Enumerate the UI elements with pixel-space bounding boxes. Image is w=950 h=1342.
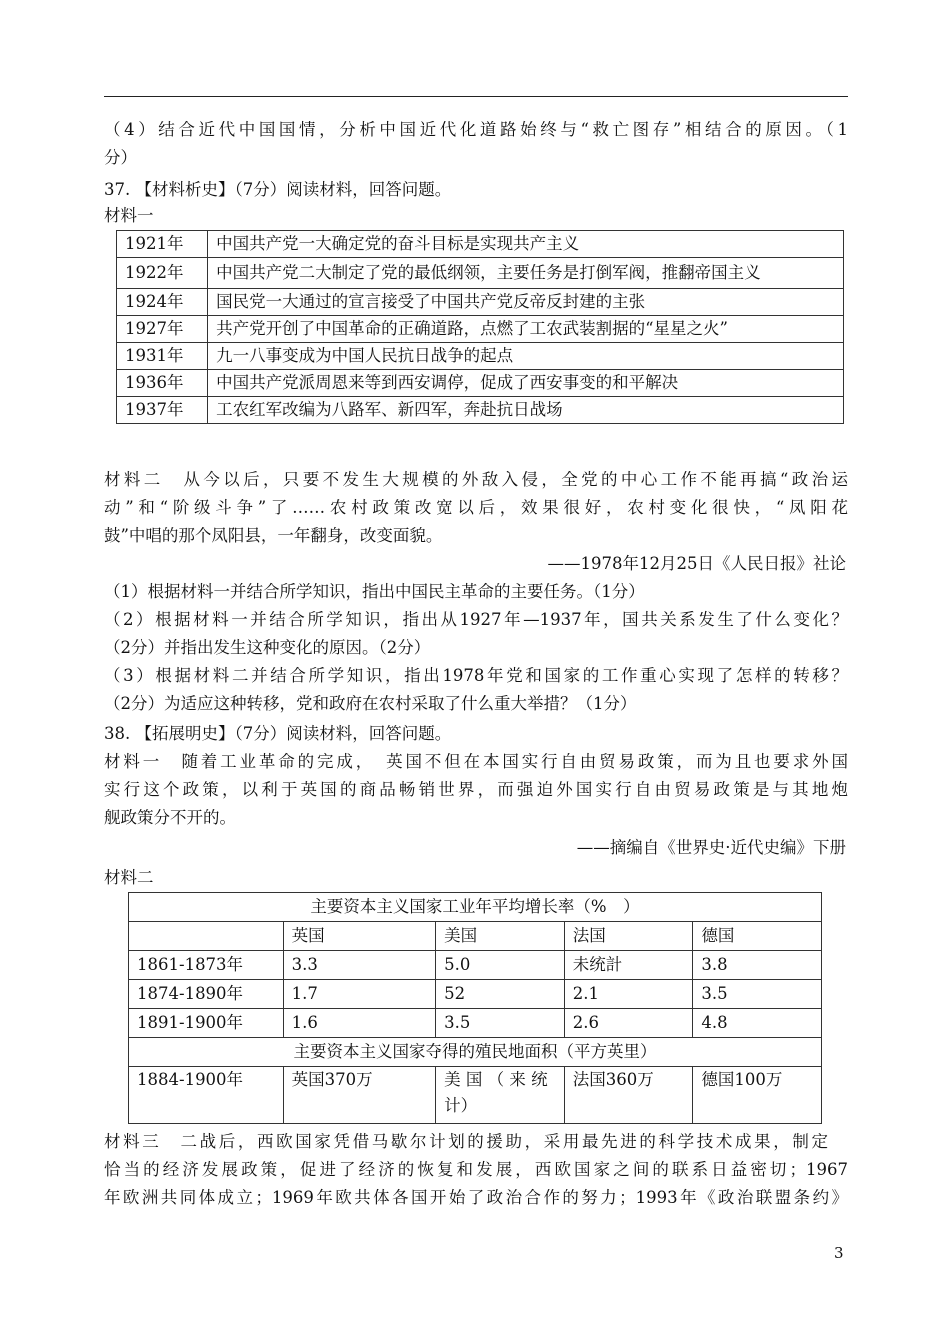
q36-part4-line2: 分） <box>104 148 137 167</box>
value-cell: 3.5 <box>693 980 822 1009</box>
q37-question2-line1: （2）根据材料一并结合所学知识，指出从1927年—1937年，国共关系发生了什么变化？ <box>104 610 848 629</box>
q37-material2-line1: 材料二 从今以后，只要不发生大规模的外敌入侵，全党的中心工作不能再搞“政治运 <box>104 470 848 489</box>
timeline-table <box>116 230 844 424</box>
q38-material1-line3: 舰政策分不开的。 <box>104 808 236 827</box>
q38-material3-line2: 恰当的经济发展政策，促进了经济的恢复和发展，西欧国家之间的联系日益密切；1967 <box>104 1160 848 1179</box>
event-cell: 九一八事变成为中国人民抗日战争的起点 <box>208 343 844 370</box>
q37-material2-source: ——1978年12月25日《人民日报》社论 <box>547 554 846 573</box>
value-cell: 4.8 <box>693 1009 822 1038</box>
event-cell: 中国共产党派周恩来等到西安调停，促成了西安事变的和平解决 <box>208 370 844 397</box>
value-cell: 法国360万 <box>564 1067 693 1124</box>
q37-question3-line1: （3）根据材料二并结合所学知识，指出1978年党和国家的工作重心实现了怎样的转移？ <box>104 666 848 685</box>
value-cell: 1.6 <box>283 1009 436 1038</box>
event-cell: 共产党开创了中国革命的正确道路，点燃了工农武装割据的“星星之火” <box>208 316 844 343</box>
table-row <box>117 258 844 289</box>
table-row <box>129 893 822 922</box>
year-cell: 1921年 <box>117 231 208 258</box>
year-cell: 1937年 <box>117 397 208 424</box>
table-row <box>117 289 844 316</box>
page-number: 3 <box>834 1244 844 1262</box>
value-cell: 3.8 <box>693 951 822 980</box>
table-row <box>117 231 844 258</box>
value-cell: 美 国 （ 来 统 计） <box>436 1067 565 1124</box>
table-row <box>129 951 822 980</box>
q38-material2-label: 材料二 <box>104 868 154 887</box>
table-row <box>117 397 844 424</box>
q38-heading: 38. 【拓展明史】（7分）阅读材料，回答问题。 <box>104 724 452 743</box>
year-cell: 1936年 <box>117 370 208 397</box>
table-row <box>117 316 844 343</box>
value-cell: 52 <box>436 980 565 1009</box>
table-row <box>129 980 822 1009</box>
year-cell: 1931年 <box>117 343 208 370</box>
header-cell: 法国 <box>564 922 693 951</box>
table-title-growth: 主要资本主义国家工业年平均增长率（% ） <box>129 893 822 922</box>
q37-question2-line2: （2分）并指出发生这种变化的原因。（2分） <box>104 638 431 657</box>
event-cell: 国民党一大通过的宣言接受了中国共产党反帝反封建的主张 <box>208 289 844 316</box>
q36-part4-line1: （4）结合近代中国国情，分析中国近代化道路始终与“救亡图存”相结合的原因。（1 <box>104 120 848 139</box>
value-cell: 3.5 <box>436 1009 565 1038</box>
year-cell: 1927年 <box>117 316 208 343</box>
period-cell: 1891-1900年 <box>129 1009 284 1038</box>
q38-material3-line1: 材料三 二战后，西欧国家凭借马歇尔计划的援助，采用最先进的科学技术成果，制定 <box>104 1132 828 1151</box>
industry-colony-table <box>128 892 822 1124</box>
q37-material2-line2: 动”和“阶级斗争”了……农村政策改宽以后，效果很好，农村变化很快，“凤阳花 <box>104 498 848 517</box>
value-cell: 英国370万 <box>283 1067 436 1124</box>
table-row <box>117 343 844 370</box>
table-row <box>129 1009 822 1038</box>
q37-heading: 37. 【材料析史】（7分）阅读材料，回答问题。 <box>104 180 452 199</box>
table-row <box>129 1038 822 1067</box>
q38-material3-line3: 年欧洲共同体成立；1969年欧共体各国开始了政治合作的努力；1993年《政治联盟条约》 <box>104 1188 848 1207</box>
table-title-colony: 主要资本主义国家夺得的殖民地面积（平方英里） <box>129 1038 822 1067</box>
q38-material1-line2: 实行这个政策，以利于英国的商品畅销世界，而强迫外国实行自由贸易政策是与其地炮 <box>104 780 848 799</box>
value-cell: 2.1 <box>564 980 693 1009</box>
q37-question1: （1）根据材料一并结合所学知识，指出中国民主革命的主要任务。（1分） <box>104 582 645 601</box>
header-cell-empty <box>129 922 284 951</box>
header-cell: 德国 <box>693 922 822 951</box>
header-cell: 英国 <box>283 922 436 951</box>
table-row <box>117 370 844 397</box>
value-cell: 3.3 <box>283 951 436 980</box>
q38-material1-line1: 材料一 随着工业革命的完成， 英国不但在本国实行自由贸易政策，而为且也要求外国 <box>104 752 848 771</box>
period-cell: 1884-1900年 <box>129 1067 284 1124</box>
table-row <box>129 1067 822 1124</box>
value-cell: 未统計 <box>564 951 693 980</box>
header-cell: 美国 <box>436 922 565 951</box>
year-cell: 1922年 <box>117 258 208 289</box>
table-row <box>129 922 822 951</box>
value-cell: 1.7 <box>283 980 436 1009</box>
value-cell: 德国100万 <box>693 1067 822 1124</box>
event-cell: 中国共产党二大制定了党的最低纲领，主要任务是打倒军阀，推翻帝国主义 <box>208 258 844 289</box>
header-rule <box>104 96 848 97</box>
q37-material1-label: 材料一 <box>104 206 154 225</box>
event-cell: 中国共产党一大确定党的奋斗目标是实现共产主义 <box>208 231 844 258</box>
year-cell: 1924年 <box>117 289 208 316</box>
period-cell: 1874-1890年 <box>129 980 284 1009</box>
q37-material2-line3: 鼓”中唱的那个凤阳县，一年翻身，改变面貌。 <box>104 526 443 545</box>
q38-material1-source: ——摘编自《世界史·近代史编》下册 <box>576 838 846 857</box>
q37-question3-line2: （2分）为适应这种转移，党和政府在农村采取了什么重大举措？（1分） <box>104 694 637 713</box>
period-cell: 1861-1873年 <box>129 951 284 980</box>
value-cell: 5.0 <box>436 951 565 980</box>
value-cell: 2.6 <box>564 1009 693 1038</box>
event-cell: 工农红军改编为八路军、新四军，奔赴抗日战场 <box>208 397 844 424</box>
